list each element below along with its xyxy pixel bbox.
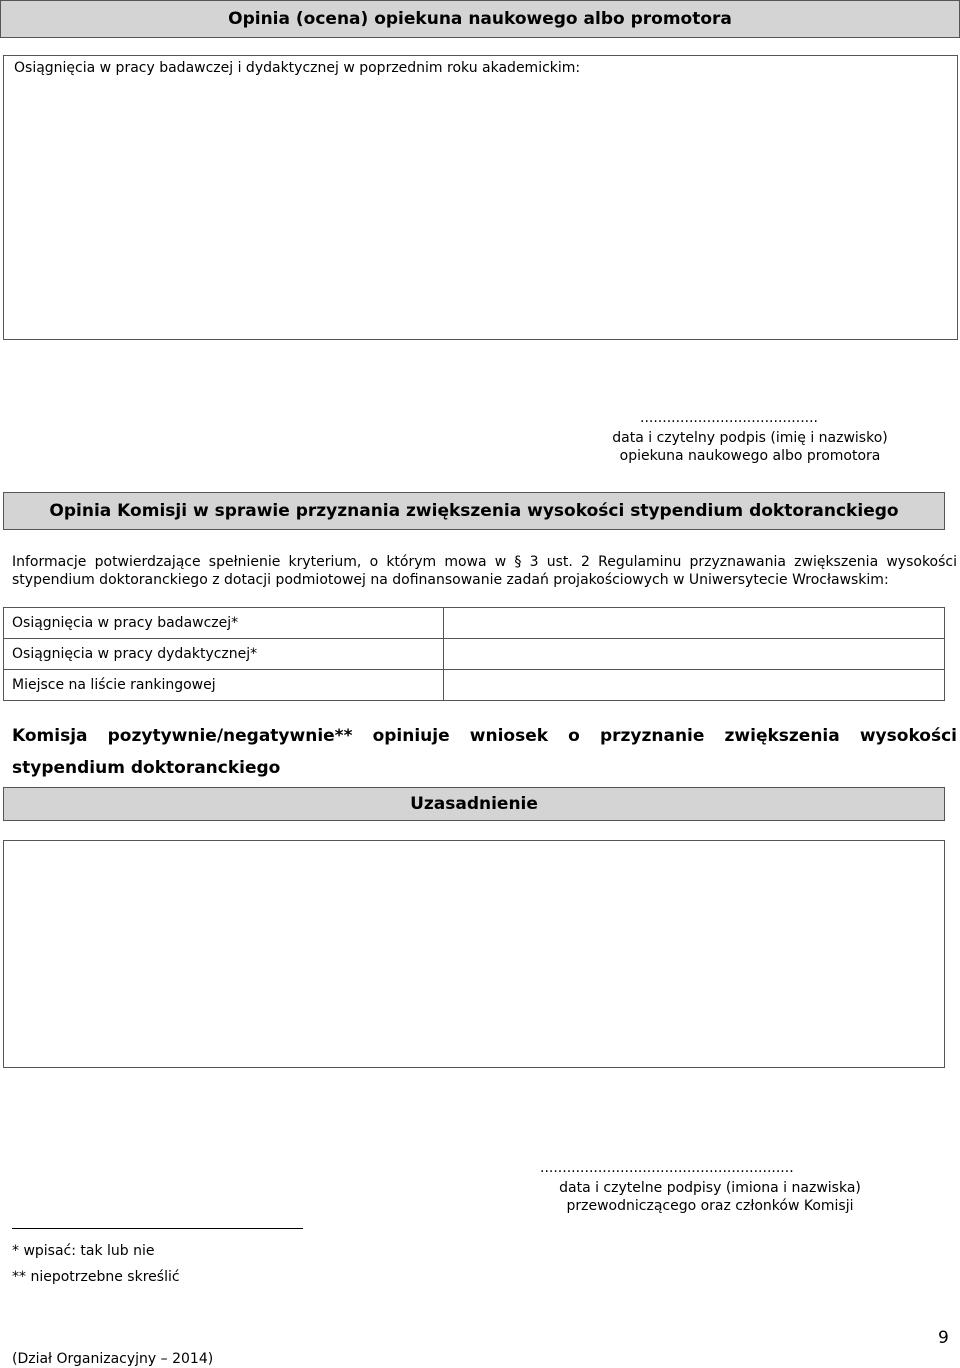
- opinion-supervisor-title-text: Opinia (ocena) opiekuna naukowego albo promotora: [228, 9, 732, 29]
- opinion-supervisor-title: [0, 0, 960, 38]
- committee-signature-block: [530, 1160, 890, 1214]
- row-ranking-label: Miejsce na liście rankingowej: [3, 669, 444, 701]
- justification-title-text: Uzasadnienie: [410, 794, 538, 814]
- footnote-2: ** niepotrzebne skreślić: [12, 1269, 180, 1285]
- signature-line-2: opiekuna naukowego albo promotora: [619, 448, 881, 464]
- row-ranking-value[interactable]: [443, 669, 945, 701]
- info-paragraph: Informacje potwierdzające spełnienie kryterium, o którym mowa w § 3 ust. 2 Regulaminu przyznawania zwiększenia wysokości stypendium doktoranckiego z dotacji podmiotowej na dofinansowanie zadań projakościowych w Uniwersytecie Wrocławskim:: [12, 554, 957, 588]
- signature-line-1: data i czytelny podpis (imię i nazwisko): [612, 430, 888, 446]
- achievements-field[interactable]: [3, 55, 958, 340]
- row-research-label: Osiągnięcia w pracy badawczej*: [3, 607, 444, 639]
- justification-title: [3, 787, 945, 821]
- row-teaching-label: Osiągnięcia w pracy dydaktycznej*: [3, 638, 444, 670]
- footnote-divider: [12, 1228, 303, 1229]
- achievements-label: Osiągnięcia w pracy badawczej i dydaktycznej w poprzednim roku akademickim:: [14, 60, 581, 76]
- supervisor-signature-block: [560, 410, 940, 464]
- committee-signature-line-1: data i czytelne podpisy (imiona i nazwiska): [559, 1180, 861, 1196]
- committee-signature-dots: .........................................................: [540, 1160, 794, 1176]
- committee-signature-line-2: przewodniczącego oraz członków Komisji: [566, 1198, 854, 1214]
- committee-decision: Komisja pozytywnie/negatywnie** opiniuje wniosek o przyznanie zwiększenia wysokości stypendium doktoranckiego: [12, 726, 957, 778]
- footer-org: (Dział Organizacyjny – 2014): [12, 1351, 214, 1367]
- page-number: 9: [938, 1328, 949, 1348]
- justification-field[interactable]: [3, 840, 945, 1068]
- committee-opinion-title: [3, 492, 945, 530]
- row-research-value[interactable]: [443, 607, 945, 639]
- signature-dots: ........................................: [640, 410, 819, 426]
- row-teaching-value[interactable]: [443, 638, 945, 670]
- committee-opinion-title-text: Opinia Komisji w sprawie przyznania zwiększenia wysokości stypendium doktoranckiego: [49, 501, 899, 521]
- footnote-1: * wpisać: tak lub nie: [12, 1243, 155, 1259]
